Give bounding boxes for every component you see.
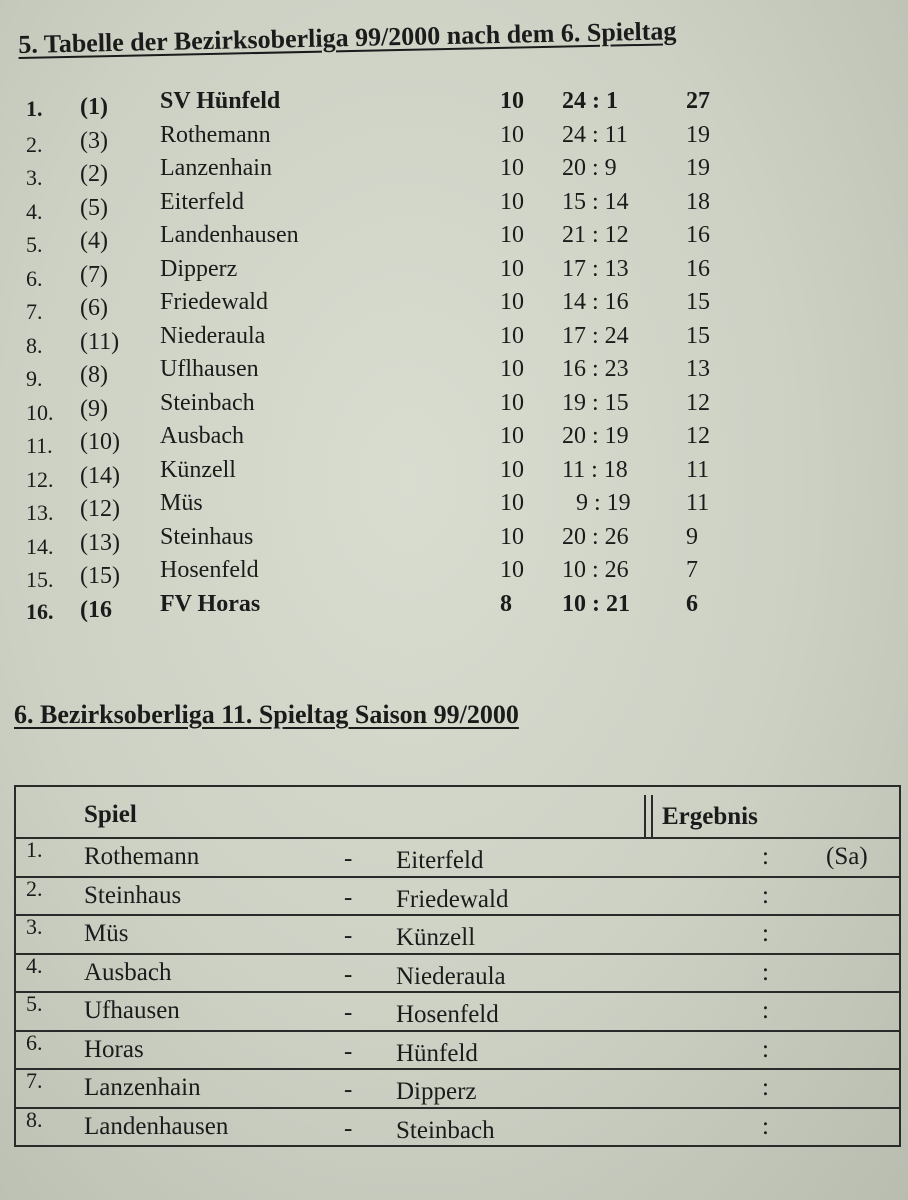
rank-cell: 4. xyxy=(26,198,43,224)
rank-cell: 2. xyxy=(26,131,43,157)
games-cell: 10 xyxy=(500,289,524,315)
away-team: Friedewald xyxy=(396,885,509,913)
table-row xyxy=(0,323,908,357)
team-cell: Hosenfeld xyxy=(160,557,259,583)
previous-rank-cell: (12) xyxy=(80,496,120,522)
points-cell: 12 xyxy=(686,423,710,449)
previous-rank-cell: (16 xyxy=(80,596,112,623)
points-cell: 16 xyxy=(686,222,710,248)
versus-dash: - xyxy=(344,1114,353,1142)
match-number: 5. xyxy=(26,991,43,1016)
games-cell: 10 xyxy=(500,423,524,449)
match-number: 4. xyxy=(26,952,43,978)
home-team: Horas xyxy=(84,1035,144,1063)
standings-title: 5. Tabelle der Bezirksoberliga 99/2000 nach dem 6. Spieltag xyxy=(18,16,677,59)
previous-rank-cell: (7) xyxy=(80,261,108,288)
previous-rank-cell: (3) xyxy=(80,127,108,154)
points-cell: 15 xyxy=(686,322,710,349)
result-field: : xyxy=(762,1035,769,1063)
table-row xyxy=(0,155,908,189)
versus-dash: - xyxy=(344,1037,353,1065)
points-cell: 6 xyxy=(686,590,698,617)
result-field: : xyxy=(762,958,769,986)
table-row xyxy=(0,524,908,558)
table-row xyxy=(0,490,908,524)
previous-rank-cell: (13) xyxy=(80,529,120,556)
goals-cell: 10 : 26 xyxy=(562,557,629,583)
home-team: Steinhaus xyxy=(84,881,182,909)
games-cell: 10 xyxy=(500,490,524,516)
rank-cell: 12. xyxy=(26,466,54,492)
fixture-row xyxy=(16,993,899,1032)
team-cell: Künzell xyxy=(160,456,236,483)
previous-rank-cell: (14) xyxy=(80,462,120,489)
home-team: Ufhausen xyxy=(84,997,180,1024)
result-field: : xyxy=(762,843,769,870)
result-field: : xyxy=(762,997,769,1024)
rank-cell: 16. xyxy=(26,598,54,624)
column-divider xyxy=(644,795,653,837)
rank-cell: 8. xyxy=(26,332,43,358)
versus-dash: - xyxy=(344,883,353,911)
games-cell: 10 xyxy=(500,557,524,583)
table-row xyxy=(0,289,908,323)
result-field: : xyxy=(762,1074,769,1101)
rank-cell: 9. xyxy=(26,366,43,391)
rank-cell: 7. xyxy=(26,299,43,324)
table-row xyxy=(0,356,908,390)
table-row xyxy=(0,557,908,591)
team-cell: Müs xyxy=(160,490,203,516)
team-cell: Friedewald xyxy=(160,289,268,315)
team-cell: Ausbach xyxy=(160,423,244,449)
points-cell: 19 xyxy=(686,155,710,181)
fixtures-title: 6. Bezirksoberliga 11. Spieltag Saison 99/2000 xyxy=(14,700,519,729)
goals-cell: 19 : 15 xyxy=(562,389,629,416)
previous-rank-cell: (9) xyxy=(80,395,108,422)
goals-cell: 9 : 19 xyxy=(576,490,631,516)
previous-rank-cell: (1) xyxy=(80,94,108,120)
team-cell: Rothemann xyxy=(160,121,271,148)
goals-cell: 15 : 14 xyxy=(562,188,629,215)
versus-dash: - xyxy=(344,845,353,872)
previous-rank-cell: (11) xyxy=(80,328,120,355)
fixture-row xyxy=(16,1106,899,1146)
games-cell: 10 xyxy=(500,88,524,114)
away-team: Hosenfeld xyxy=(396,1001,499,1028)
table-row xyxy=(0,256,908,290)
fixture-row xyxy=(16,952,899,994)
games-cell: 10 xyxy=(500,155,524,181)
result-field: : xyxy=(762,881,769,909)
table-row xyxy=(0,222,908,256)
fixtures-table xyxy=(14,785,901,1147)
match-number: 1. xyxy=(26,837,43,862)
previous-rank-cell: (5) xyxy=(80,194,108,221)
goals-cell: 14 : 16 xyxy=(562,289,629,315)
team-cell: Steinbach xyxy=(160,389,255,416)
fixture-row xyxy=(16,1029,899,1071)
team-cell: Landenhausen xyxy=(160,222,299,248)
goals-cell: 16 : 23 xyxy=(562,356,629,382)
points-cell: 16 xyxy=(686,255,710,282)
points-cell: 11 xyxy=(686,456,710,483)
previous-rank-cell: (4) xyxy=(80,228,108,254)
header-ergebnis: Ergebnis xyxy=(662,803,758,830)
rank-cell: 11. xyxy=(26,433,53,458)
games-cell: 10 xyxy=(500,523,524,550)
games-cell: 10 xyxy=(500,188,524,215)
away-team: Hünfeld xyxy=(396,1039,478,1067)
points-cell: 18 xyxy=(686,188,710,215)
goals-cell: 10 : 21 xyxy=(562,590,630,617)
home-team: Landenhausen xyxy=(84,1112,229,1140)
points-cell: 12 xyxy=(686,389,710,416)
match-number: 3. xyxy=(26,914,43,939)
games-cell: 10 xyxy=(500,121,524,148)
home-team: Ausbach xyxy=(84,958,172,986)
games-cell: 10 xyxy=(500,322,524,349)
fixture-row xyxy=(16,839,899,878)
table-row xyxy=(0,189,908,223)
match-number: 8. xyxy=(26,1106,43,1132)
result-field: : xyxy=(762,920,769,947)
rank-cell: 15. xyxy=(26,567,54,592)
points-cell: 19 xyxy=(686,121,710,148)
team-cell: Eiterfeld xyxy=(160,188,244,215)
match-number: 6. xyxy=(26,1029,43,1055)
games-cell: 10 xyxy=(500,222,524,248)
goals-cell: 20 : 26 xyxy=(562,523,629,550)
team-cell: Uflhausen xyxy=(160,356,259,382)
team-cell: Niederaula xyxy=(160,322,266,349)
fixtures-header-row xyxy=(16,787,899,839)
away-team: Steinbach xyxy=(396,1116,495,1144)
match-number: 7. xyxy=(26,1068,43,1093)
rank-cell: 13. xyxy=(26,500,54,525)
rank-cell: 5. xyxy=(26,232,43,257)
versus-dash: - xyxy=(344,999,353,1026)
versus-dash: - xyxy=(344,960,353,988)
previous-rank-cell: (8) xyxy=(80,362,108,388)
table-row xyxy=(0,88,908,122)
goals-cell: 11 : 18 xyxy=(562,456,628,483)
previous-rank-cell: (15) xyxy=(80,563,120,589)
match-number: 2. xyxy=(26,875,43,901)
result-field: : xyxy=(762,1112,769,1140)
games-cell: 8 xyxy=(500,590,512,617)
fixture-row xyxy=(16,916,899,955)
team-cell: SV Hünfeld xyxy=(160,88,281,114)
header-spiel: Spiel xyxy=(84,801,137,828)
fixture-row xyxy=(16,1070,899,1109)
goals-cell: 17 : 24 xyxy=(562,322,629,349)
games-cell: 10 xyxy=(500,356,524,382)
goals-cell: 21 : 12 xyxy=(562,222,629,248)
table-row xyxy=(0,591,908,625)
points-cell: 9 xyxy=(686,523,698,550)
home-team: Rothemann xyxy=(84,843,200,870)
team-cell: Steinhaus xyxy=(160,523,254,550)
points-cell: 7 xyxy=(686,557,698,583)
table-row xyxy=(0,457,908,491)
points-cell: 27 xyxy=(686,88,710,114)
away-team: Niederaula xyxy=(396,962,506,990)
versus-dash: - xyxy=(344,1076,353,1103)
home-team: Lanzenhain xyxy=(84,1074,201,1101)
games-cell: 10 xyxy=(500,456,524,483)
points-cell: 15 xyxy=(686,289,710,315)
away-team: Dipperz xyxy=(396,1078,477,1105)
standings-table xyxy=(0,88,908,624)
games-cell: 10 xyxy=(500,389,524,416)
rank-cell: 3. xyxy=(26,165,43,190)
previous-rank-cell: (6) xyxy=(80,295,108,321)
previous-rank-cell: (2) xyxy=(80,161,108,187)
goals-cell: 24 : 11 xyxy=(562,121,628,148)
rank-cell: 14. xyxy=(26,533,54,559)
rank-cell: 1. xyxy=(26,96,43,121)
team-cell: Dipperz xyxy=(160,255,238,282)
previous-rank-cell: (10) xyxy=(80,429,120,455)
team-cell: FV Horas xyxy=(160,590,261,617)
fixture-row xyxy=(16,875,899,917)
points-cell: 11 xyxy=(686,490,710,516)
goals-cell: 20 : 9 xyxy=(562,155,617,181)
team-cell: Lanzenhain xyxy=(160,155,272,181)
table-row xyxy=(0,390,908,424)
rank-cell: 6. xyxy=(26,265,43,291)
goals-cell: 24 : 1 xyxy=(562,88,618,114)
versus-dash: - xyxy=(344,922,353,949)
away-team: Eiterfeld xyxy=(396,847,484,874)
goals-cell: 17 : 13 xyxy=(562,255,629,282)
points-cell: 13 xyxy=(686,356,710,382)
table-row xyxy=(0,122,908,156)
games-cell: 10 xyxy=(500,255,524,282)
goals-cell: 20 : 19 xyxy=(562,423,629,449)
away-team: Künzell xyxy=(396,924,476,951)
rank-cell: 10. xyxy=(26,399,54,425)
home-team: Müs xyxy=(84,920,129,947)
table-row xyxy=(0,423,908,457)
match-note: (Sa) xyxy=(826,843,868,870)
